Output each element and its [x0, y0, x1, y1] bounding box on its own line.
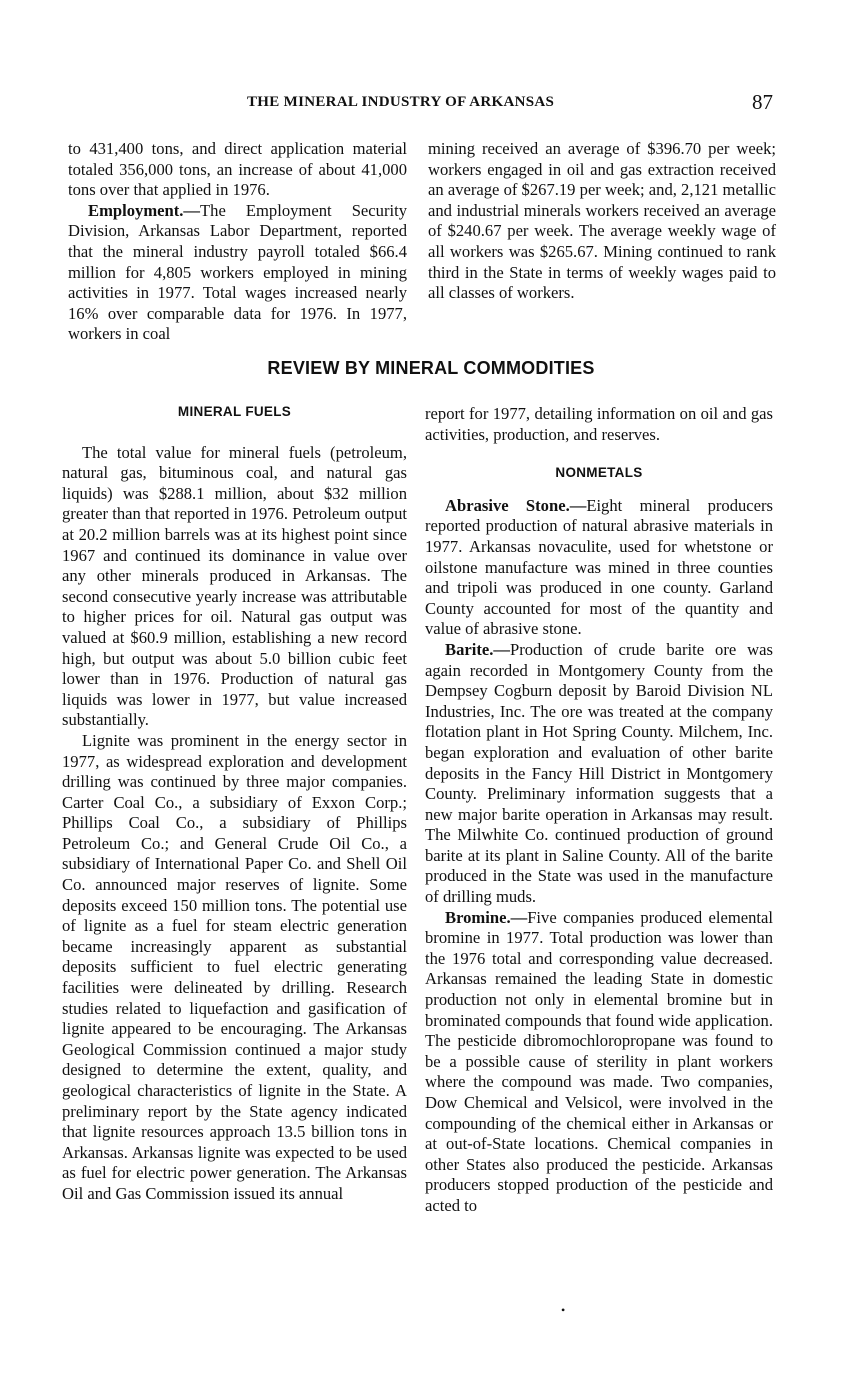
barite-text: Production of crude barite ore was again recorded in Montgomery County from the Dempsey Cogburn deposit by Baroid Division NL Industries, Inc. The ore was treated at the company flotation plant in Hot Spring County. Milchem, Inc. began exploration and evaluation of other barite deposits in the Fancy Hill District in Montgomery County. Preliminary information suggests that a new major barite operation in Arkansas may result. The Milwhite Co. continued production of ground barite at its plant in Saline County. All of the barite produced in the State was used in the manufacture of drilling muds. [425, 639, 773, 907]
section-heading: REVIEW BY MINERAL COMMODITIES [267, 358, 595, 378]
nonmetals-column [425, 404, 773, 1217]
fertilizer-continuation-paragraph: to 431,400 tons, and direct application material totaled 356,000 tons, an increase of about 41,000 tons over that applied in 1976. [68, 139, 407, 200]
mineral-fuels-continuation: report for 1977, detailing information on oil and gas activities, production, and reserves. [425, 404, 773, 444]
lignite-paragraph: Lignite was prominent in the energy sector in 1977, as widespread exploration and development drilling was continued by three major companies. Carter Coal Co., a subsidiary of Exxon Corp.; Phillips Coal Co., a subsidiary of Phillips Petroleum Co.; and General Crude Oil Co., a subsidiary of International Paper Co. and Shell Oil Co. announced major reserves of lignite. Some deposits exceed 150 million tons. The potential use of lignite as a fuel for steam electric generation became increasingly apparent as substantial deposits sufficient to fuel electric generating facilities were delineated by drilling. Research studies related to liquefaction and gasification of lignite appeared to be encouraging. The Arkansas Geological Commission continued a major study designed to determine the extent, quality, and geological characteristics of lignite in the State. A preliminary report by the State agency indicated that lignite resources approach 13.5 billion tons in Arkansas. Arkansas lignite was expected to be used as fuel for electric power generation. The Arkansas Oil and Gas Commission issued its annual [62, 730, 407, 1203]
running-title: THE MINERAL INDUSTRY OF ARKANSAS [247, 94, 555, 110]
page-number: 87 [752, 90, 773, 114]
employment-text: The Employment Security Division, Arkansas Labor Department, reported that the mineral industry payroll totaled $66.4 million for 4,805 workers employed in mining activities in 1977. Total wages increased nearly 16% over comparable data for 1976. In 1977, workers in coal [68, 200, 407, 344]
mineral-fuels-heading: MINERAL FUELS [177, 404, 292, 419]
top-left-column [68, 139, 407, 345]
nonmetals-heading: NONMETALS [555, 465, 643, 481]
abrasive-stone-runin-heading: Abrasive Stone.— [445, 495, 587, 515]
barite-runin-heading: Barite.— [445, 639, 510, 659]
abrasive-stone-text: Eight mineral producers reported production of natural abrasive materials in 1977. Arkansas novaculite, used for whetstone or oilstone manufacture was mined in three counties and tripoli was produced in one county. Garland County accounted for most of the quantity and value of abrasive stone. [425, 495, 774, 639]
employment-paragraph [68, 201, 407, 345]
abrasive-stone-paragraph [425, 496, 773, 640]
employment-runin-heading: Employment.— [88, 200, 201, 220]
footer-mark: • [561, 1303, 566, 1317]
mineral-fuels-paragraph: The total value for mineral fuels (petroleum, natural gas, bituminous coal, and natural gas liquids) was $288.1 million, about $32 million greater than that reported in 1976. Petroleum output at 20.2 million barrels was at its highest point since 1967 and continued its dominance in value over any other minerals produced in Arkansas. The second consecutive yearly increase was attributable to higher prices for oil. Natural gas output was valued at $60.9 million, establishing a new record high, but output was about 5.0 billion cubic feet lower than in 1976. Production of natural gas liquids was lower in 1977, but value increased substantially. [62, 442, 407, 730]
top-right-column [428, 139, 776, 304]
wages-paragraph: mining received an average of $396.70 per week; workers engaged in oil and gas extraction received an average of $267.19 per week; and, 2,121 metallic and industrial minerals workers received an average of $240.67 per week. The average weekly wage of all workers was $265.67. Mining continued to rank third in the State in terms of weekly wages paid to all classes of workers. [428, 139, 776, 303]
mineral-fuels-column [62, 402, 407, 1205]
barite-paragraph [425, 640, 773, 908]
running-head [0, 92, 862, 116]
bromine-text: Five companies produced elemental bromine in 1977. Total production was lower than the 1976 total and corresponding value decreased. Arkansas remained the leading State in domestic production not only in elemental bromine but in brominated compounds that found wide application. The pesticide dibromochloropropane was found to be a possible cause of sterility in plant workers where the compound was made. Two companies, Dow Chemical and Velsicol, were involved in the compounding of the chemical either in Arkansas or at out-of-State locations. Chemical companies in other States also produced the pesticide. Arkansas producers stopped production of the pesticide and acted to [425, 907, 773, 1215]
bromine-paragraph [425, 908, 773, 1217]
bromine-runin-heading: Bromine.— [445, 907, 528, 927]
